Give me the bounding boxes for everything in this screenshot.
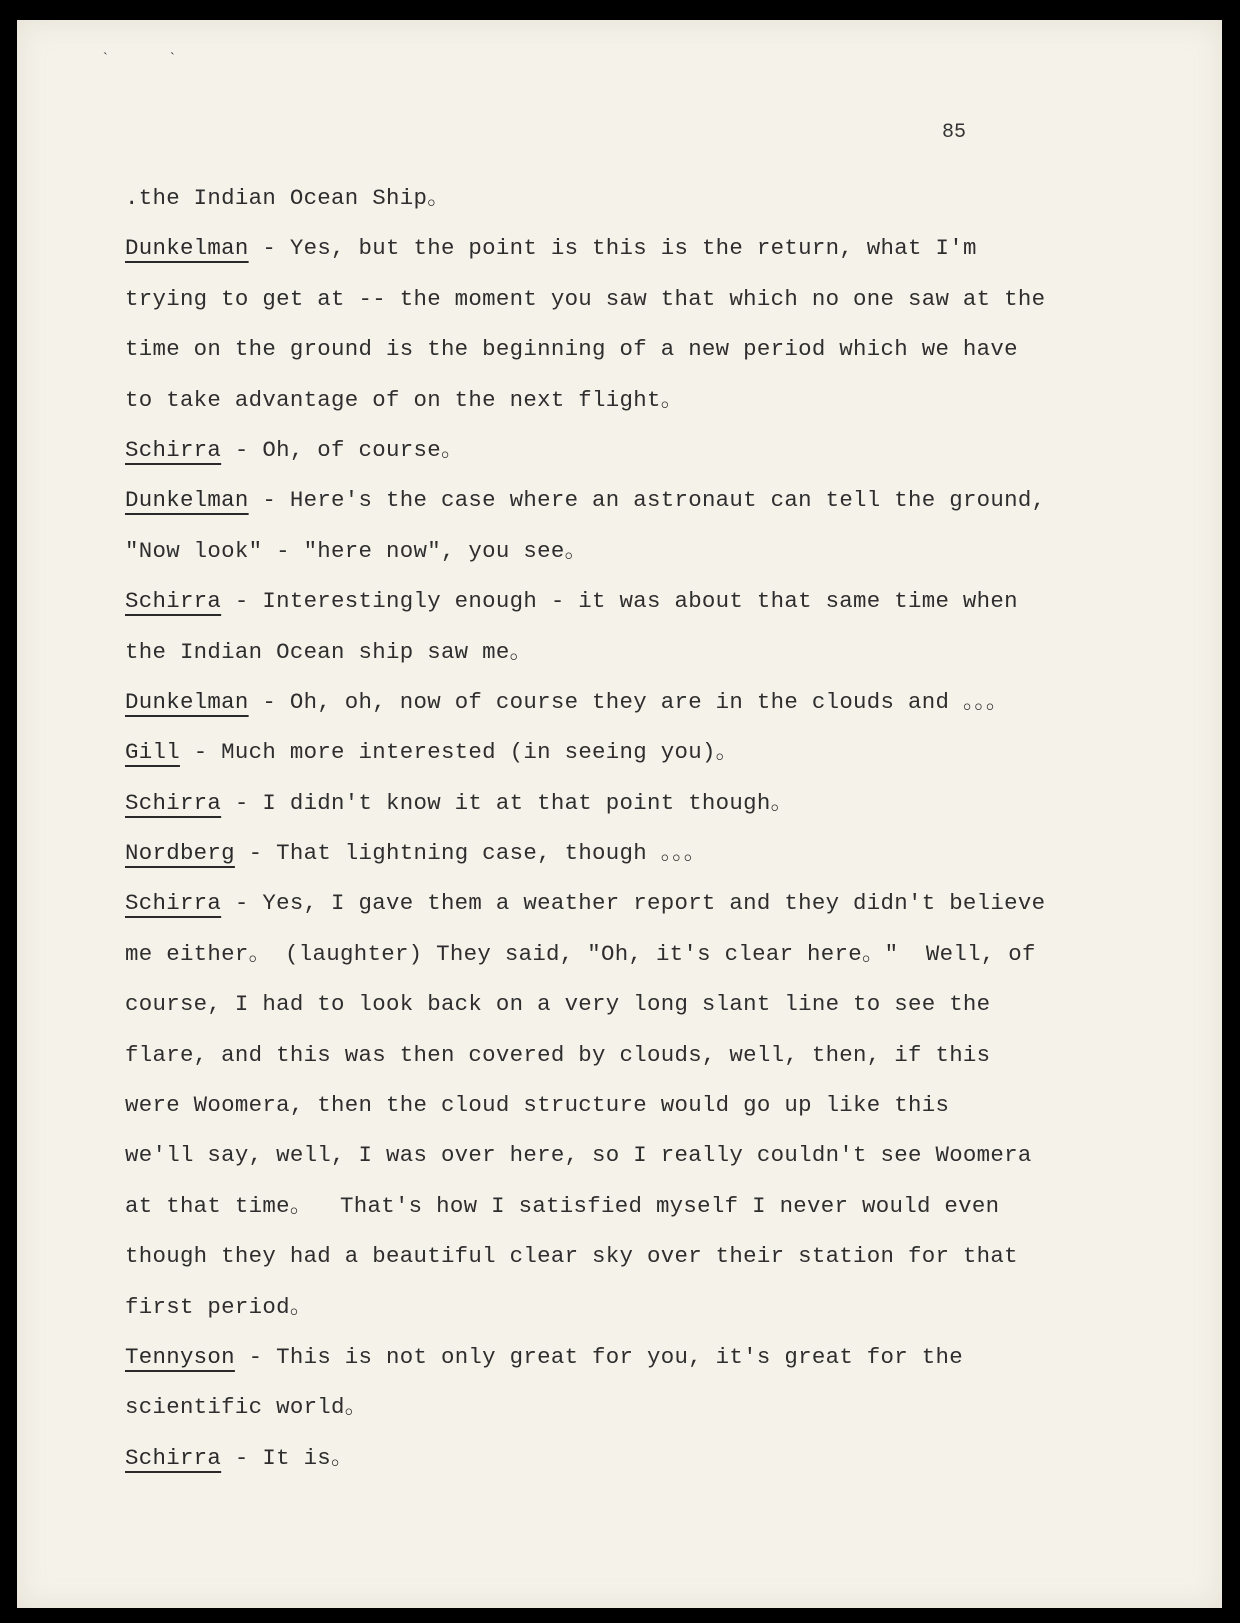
line-text: we'll say, well, I was over here, so I really couldn't see Woomera bbox=[125, 1142, 1032, 1169]
transcript-line bbox=[125, 425, 1205, 475]
speaker-name: Schirra bbox=[125, 436, 222, 463]
line-text: flare, and this was then covered by clouds, well, then, if this bbox=[125, 1041, 991, 1068]
transcript-line bbox=[125, 1181, 1205, 1231]
transcript-line bbox=[125, 1282, 1205, 1332]
line-text: - Yes, I gave them a weather report and they didn't believe bbox=[221, 890, 1046, 917]
transcript-line bbox=[125, 778, 1205, 828]
transcript-line bbox=[125, 475, 1205, 525]
line-text: - That lightning case, though 。。。 bbox=[234, 840, 707, 867]
transcript-line bbox=[125, 223, 1205, 273]
corner-mark: ˋ bbox=[170, 50, 175, 66]
transcript-line bbox=[125, 627, 1205, 677]
line-text: - Yes, but the point is this is the return, what I'm bbox=[248, 235, 977, 262]
line-text: - This is not only great for you, it's great for the bbox=[234, 1343, 963, 1370]
transcript-line bbox=[125, 828, 1205, 878]
line-text: - Much more interested (in seeing you)。 bbox=[179, 739, 739, 766]
speaker-name: Schirra bbox=[125, 890, 222, 917]
line-text: me either。 (laughter) They said, "Oh, it's clear here。" Well, of bbox=[125, 940, 1036, 967]
line-text: to take advantage of on the next flight。 bbox=[125, 386, 684, 413]
transcript-line bbox=[125, 173, 1205, 223]
line-text: - I didn't know it at that point though。 bbox=[221, 789, 794, 816]
speaker-name: Dunkelman bbox=[125, 487, 249, 514]
transcript-line bbox=[125, 1382, 1205, 1432]
speaker-name: Schirra bbox=[125, 588, 222, 615]
line-text: time on the ground is the beginning of a new period which we have bbox=[125, 336, 1018, 363]
line-text: .the Indian Ocean Ship。 bbox=[125, 185, 450, 211]
line-text: the Indian Ocean ship saw me。 bbox=[125, 638, 533, 665]
speaker-name: Schirra bbox=[125, 1444, 222, 1471]
line-text: trying to get at -- the moment you saw that which no one saw at the bbox=[125, 285, 1046, 312]
speaker-name: Gill bbox=[125, 739, 180, 766]
line-text: - It is。 bbox=[221, 1444, 354, 1471]
transcript-line bbox=[125, 576, 1205, 626]
line-text: - Oh, of course。 bbox=[221, 436, 464, 463]
transcript-line bbox=[125, 375, 1205, 425]
speaker-name: Nordberg bbox=[125, 840, 235, 867]
transcript-body bbox=[125, 173, 1205, 1483]
speaker-name: Schirra bbox=[125, 789, 222, 816]
page-number: 85 bbox=[942, 121, 967, 144]
transcript-line bbox=[125, 677, 1205, 727]
corner-mark: ˋ bbox=[103, 50, 108, 66]
line-text: course, I had to look back on a very long slant line to see the bbox=[125, 991, 991, 1018]
line-text: were Woomera, then the cloud structure would go up like this bbox=[125, 1092, 950, 1119]
transcript-line bbox=[125, 1080, 1205, 1130]
transcript-line bbox=[125, 1130, 1205, 1180]
transcript-line bbox=[125, 878, 1205, 928]
transcript-line bbox=[125, 526, 1205, 576]
speaker-name: Dunkelman bbox=[125, 688, 249, 715]
transcript-line bbox=[125, 1231, 1205, 1281]
speaker-name: Dunkelman bbox=[125, 235, 249, 262]
transcript-line bbox=[125, 1030, 1205, 1080]
line-text: "Now look" - "here now", you see。 bbox=[125, 537, 588, 564]
transcript-line bbox=[125, 929, 1205, 979]
line-text: first period。 bbox=[125, 1293, 313, 1320]
line-text: scientific world。 bbox=[125, 1394, 368, 1421]
transcript-line bbox=[125, 727, 1205, 777]
transcript-line bbox=[125, 1332, 1205, 1382]
transcript-line bbox=[125, 324, 1205, 374]
transcript-line bbox=[125, 274, 1205, 324]
line-text: - Interestingly enough - it was about that same time when bbox=[221, 588, 1018, 615]
document-page bbox=[17, 20, 1222, 1608]
line-text: at that time。 That's how I satisfied myself I never would even bbox=[125, 1192, 1000, 1219]
line-text: - Here's the case where an astronaut can tell the ground, bbox=[248, 487, 1046, 514]
line-text: - Oh, oh, now of course they are in the clouds and 。。。 bbox=[248, 688, 1009, 715]
line-text: though they had a beautiful clear sky over their station for that bbox=[125, 1243, 1018, 1270]
transcript-line bbox=[125, 1433, 1205, 1483]
transcript-line bbox=[125, 979, 1205, 1029]
speaker-name: Tennyson bbox=[125, 1343, 235, 1370]
